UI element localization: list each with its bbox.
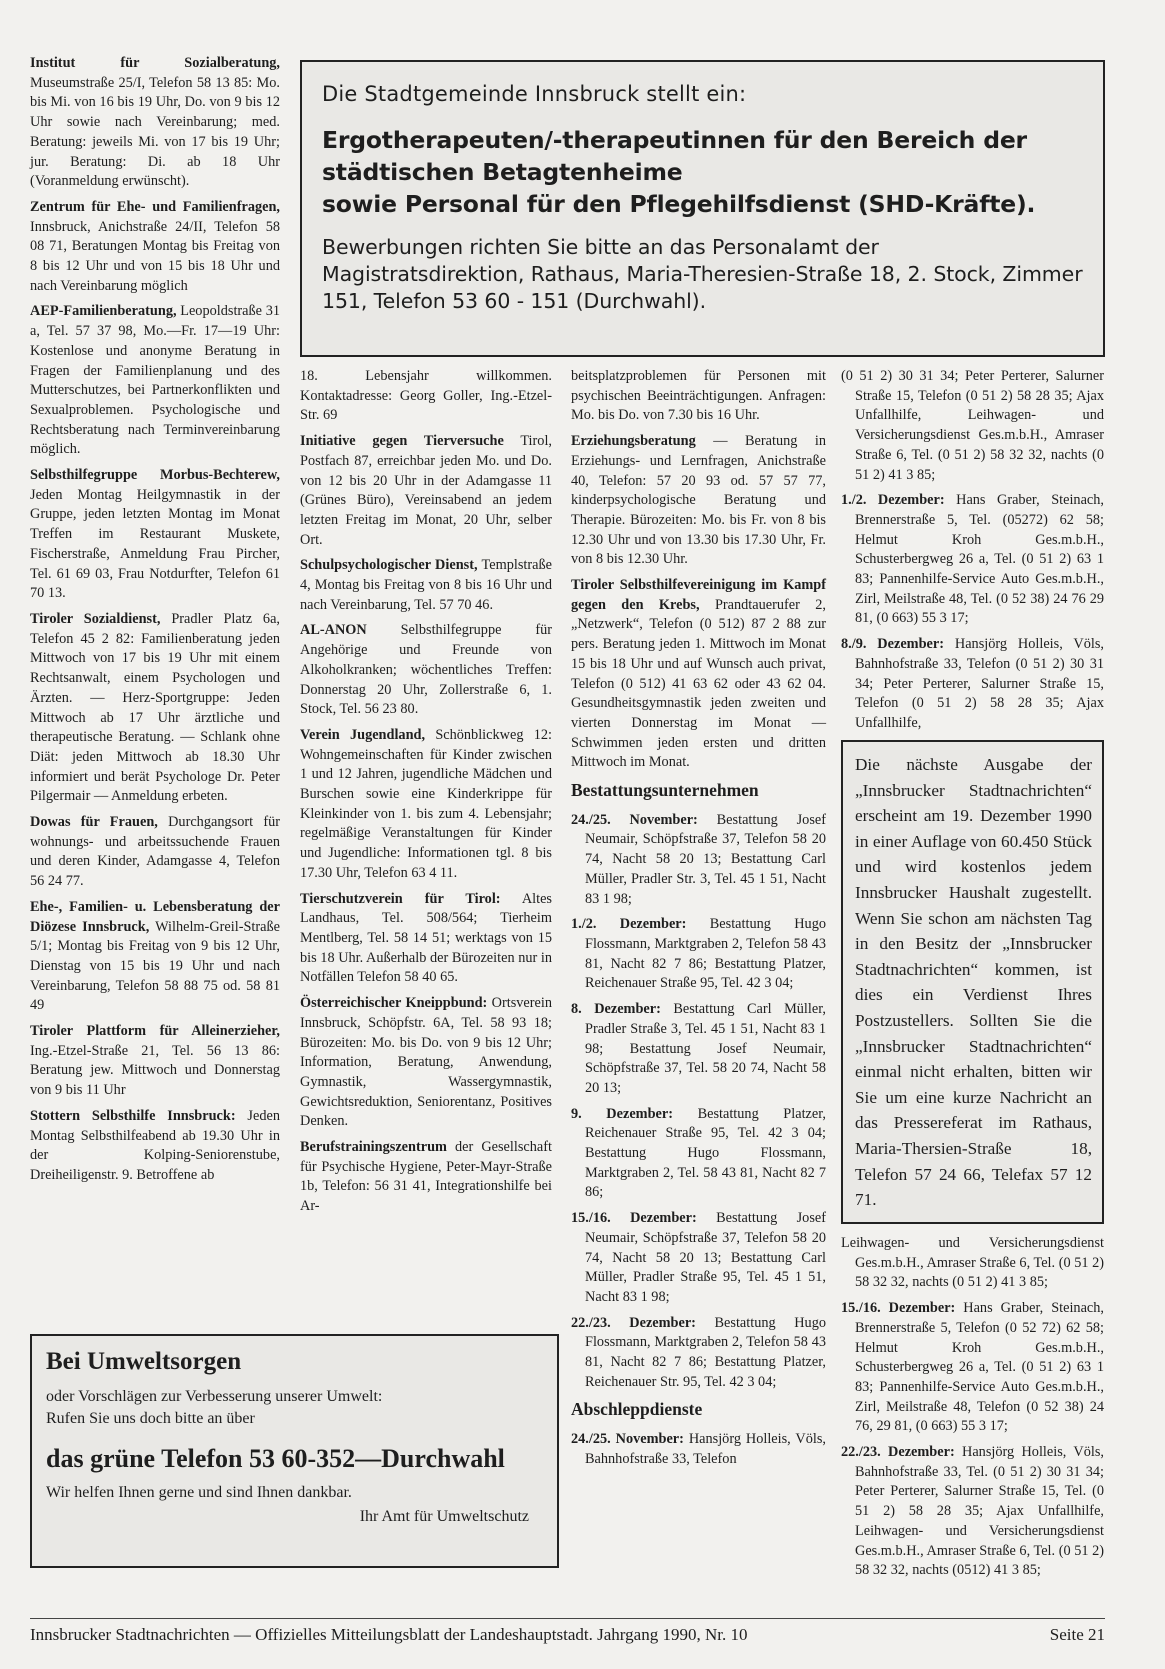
entry-heading: 24./25. November: [571, 811, 698, 828]
entry-heading: 22./23. Dezember: [571, 1314, 696, 1331]
entry-body: 18. Lebensjahr willkommen. Kontaktadresse: Georg Goller, Ing.-Etzel-Str. 69 [300, 368, 552, 424]
column-2 [300, 367, 552, 1223]
entry [300, 1138, 552, 1217]
entry-heading: Ehe-, Familien- u. Lebensberatung der Diözese Innsbruck, [30, 898, 280, 935]
entry-body: Wilhelm-Greil-Straße 5/1; Montag bis Freitag von 9 bis 12 Uhr, Dienstag von 15 bis 19 Uhr und nach Vereinbarung, Telefon 58 88 75 od. 58 81 49 [30, 918, 280, 1014]
entry [300, 621, 552, 720]
entry-body: Hansjörg Holleis, Völs, Bahnhofstraße 33, Telefon [585, 1431, 826, 1467]
entry-heading: 1./2. Dezember: [841, 492, 945, 509]
entry [571, 1000, 826, 1099]
entry-body: Bestattung Hugo Flossmann, Marktgraben 2, Telefon 58 43 81, Nacht 82 7 86; Bestattung Platzer, Reichenauer Str. 95, Tel. 42 3 04; [585, 1314, 826, 1390]
entry-heading: Berufstrainingszentrum [300, 1139, 447, 1156]
entry [841, 635, 1104, 734]
entry-heading: Tiroler Sozialdienst, [30, 610, 161, 627]
entry-body: der Gesellschaft für Psychische Hygiene, Peter-Mayr-Straße 1b, Telefon: 56 31 41, Integrationshilfe bei Ar- [300, 1139, 552, 1215]
entry-heading: Schulpsychologischer Dienst, [300, 557, 478, 574]
entry-body: Hansjörg Holleis, Völs, Bahnhofstraße 33, Telefon (0 51 2) 30 31 34; Peter Perterer, Salurner Straße 15, Telefon (0 51 2) 58 28 35; Ajax Unfallhilfe, [855, 636, 1104, 731]
entry-body: Bestattung Carl Müller, Pradler Straße 3, Tel. 45 1 51, Nacht 83 1 98; Bestattung Josef Neumair, Schöpfstraße 37, Tel. 58 20 74, Nacht 58 20 13; [585, 1001, 826, 1096]
entry [571, 367, 826, 426]
entry [571, 1314, 826, 1393]
entry-body: Jeden Montag Selbsthilfeabend ab 19.30 Uhr in der Kolping-Seniorenstube, Dreiheiligenstr. 9. Betroffene ab [30, 1107, 280, 1183]
entry [30, 1107, 280, 1186]
entry-body: Innsbruck, Anichstraße 24/II, Telefon 58 08 71, Beratungen Montag bis Freitag von 8 bis 12 Uhr und von 15 bis 18 Uhr und nach Vereinbarung möglich [30, 218, 280, 294]
entry-heading: Initiative gegen Tierversuche [300, 433, 504, 450]
entry-heading: 1./2. Dezember: [571, 916, 687, 933]
entry [571, 1209, 826, 1308]
entry [571, 915, 826, 994]
entry-body: Selbsthilfegruppe für Angehörige und Freunde von Alkoholkranken; wöchentliches Treffen: Donnerstag 20 Uhr, Zollerstraße 6, 1. Stock, Tel. 56 23 80. [300, 622, 552, 718]
env-title: Bei Umweltsorgen [46, 1348, 242, 1375]
entry-body: Bestattung Hugo Flossmann, Marktgraben 2, Telefon 58 43 81, Nacht 82 7 86; Bestattung Platzer, Reichenauer Straße 95, Tel. 42 3 04; [585, 916, 826, 992]
entry-body: Museumstraße 25/I, Telefon 58 13 85: Mo. bis Mi. von 16 bis 19 Uhr, Do. von 9 bis 12 Uhr sowie nach Vereinbarung; med. Beratung: jeweils Mi. von 17 bis 19 Uhr; jur. Beratung: Di. ab 18 Uhr (Voranmeldung erwünscht). [30, 74, 280, 190]
entry-body: Leopoldstraße 31 a, Tel. 57 37 98, Mo.—Fr. 17—19 Uhr: Kostenlose und anonyme Beratung in Fragen der Familienplanung und des Mutterschutzes, bei Partnerkonflikten und Sexualproblemen. Psychologische und Rechtsberatung nach Terminvereinbarung möglich. [30, 303, 280, 458]
entry-body: Hansjörg Holleis, Völs, Bahnhofstraße 33, Tel. (0 51 2) 30 31 34; Peter Perterer, Salurner Straße 15, Tel. (0 51 2) 58 28 35; Ajax Unfallhilfe, Leihwagen- und Versicherungsdienst Ges.m.b.H., Amraser Straße 6, Tel. (0 51 2) 58 32 32, nachts (0512) 41 3 85; [855, 1444, 1104, 1579]
page-footer [30, 1618, 1105, 1645]
entry-body: Hans Graber, Steinach, Brennerstraße 5, Telefon (0 52 72) 62 58; Helmut Kroh Ges.m.b.H., Schusterbergweg 26 a, Tel. (0 51 2) 63 1 83; Pannenhilfe-Service Auto Ges.m.b.H., Zirl, Meilstraße 48, Telefon (0 52 38) 24 76, 29 81, (0 663) 55 3 17; [855, 1300, 1104, 1435]
entry [841, 1299, 1104, 1437]
ad-intro: Die Stadtgemeinde Innsbruck stellt ein: [322, 82, 747, 106]
column-1 [30, 54, 280, 1192]
col3-entries [571, 367, 826, 773]
entry-body: — Beratung in Erziehungs- und Lernfragen, Anichstraße 40, Telefon: 57 20 93 od. 57 57 77, kinderpsychologische Beratung und Therapie. Bürozeiten: Mo. bis Fr. von 8 bis 12.30 Uhr und von 13.30 bis 17.30 Uhr, Fr. von 8 bis 12.30 Uhr. [571, 433, 826, 568]
notice-text: Die nächste Ausgabe der „Innsbrucker Stadtnachrichten“ erscheint am 19. Dezember 1990 in einer Auflage von 60.450 Stück und wird kostenlos jedem Innsbrucker Haushalt zugestellt. Wenn Sie schon am nächsten Tag in den Besitz der „Innsbrucker Stadtnachrichten“ kommen, ist dies ein Verdienst Ihres Postzustellers. Sollten Sie die „Innsbrucker Stadtnachrichten“ einmal nicht erhalten, bitten wir Sie um eine kurze Nachricht an das Pressereferat im Rathaus, Maria-Thersien-Straße 18, Telefon 57 24 66, Telefax 57 12 71. [855, 755, 1092, 1210]
entry-heading: Tiroler Plattform für Alleinerzieher, [30, 1023, 280, 1040]
entry [571, 811, 826, 910]
ad-application-info: Bewerbungen richten Sie bitte an das Personalamt der Magistratsdirektion, Rathaus, Maria-Theresien-Straße 18, 2. Stock, Zimmer 151, Telefon 53 60 - 151 (Durchwahl). [322, 235, 1083, 313]
entry-body: Ing.-Etzel-Straße 21, Tel. 56 13 86: Beratung jew. Mittwoch und Donnerstag von 9 bis 11 Uhr [30, 1042, 280, 1099]
entry [30, 466, 280, 604]
entry-heading: Stottern Selbsthilfe Innsbruck: [30, 1107, 236, 1124]
entry-body: Altes Landhaus, Tel. 508/564; Tierheim Mentlberg, Tel. 58 14 51; werktags von 15 bis 18 Uhr. Außerhalb der Bürozeiten nur in Notfällen Telefon 58 40 65. [300, 890, 552, 986]
entry-body: Ortsverein Innsbruck, Schöpfstr. 6A, Tel. 58 93 18; Bürozeiten: Mo. bis Do. von 9 bis 12 Uhr; Information, Beratung, Anwendung, Gymnastik, Wassergymnastik, Gewichtsreduktion, Seniorentanz, Positives Denken. [300, 995, 552, 1130]
entry-heading: Erziehungsberatung [571, 433, 696, 450]
entry-body: Schönblickweg 12: Wohngemeinschaften für Kinder zwischen 1 und 12 Jahren, jugendliche Mädchen und Burschen sowie eine Kinderkrippe für Kleinkinder von 1. bis zum 4. Lebensjahr; regelmäßige Veranstaltungen für Kinder und Jugendliche: Informationen tgl. 8 bis 17.30 Uhr, Telefon 63 4 11. [300, 726, 552, 881]
column-3 [571, 367, 826, 1476]
entry-heading: 24./25. November: [571, 1431, 684, 1448]
burial-list [571, 811, 826, 1393]
entry-body: Leihwagen- und Versicherungsdienst Ges.m.b.H., Amraser Straße 6, Tel. (0 51 2) 58 32 32, nachts (0 51 2) 41 3 85; [841, 1235, 1104, 1291]
entry-heading: 15./16. Dezember: [841, 1300, 956, 1317]
column-4-top [841, 367, 1104, 740]
column-4-bottom [841, 1234, 1104, 1587]
env-line-2: Rufen Sie uns doch bitte an über [46, 1410, 255, 1427]
entry-body: Templstraße 4, Montag bis Freitag von 8 bis 16 Uhr und nach Vereinbarung, Tel. 57 70 46. [300, 557, 552, 613]
entry [30, 54, 280, 192]
entry [571, 432, 826, 570]
ad-heading-3: sowie Personal für den Pflegehilfsdienst (SHD-Kräfte). [322, 190, 1036, 218]
entry [571, 576, 826, 773]
entry [841, 1234, 1104, 1293]
entry-body: Bestattung Josef Neumair, Schöpfstraße 37, Telefon 58 20 74, Nacht 58 20 13; Bestattung Carl Müller, Pradler Straße 95, Tel. 45 1 51, Nacht 83 1 98; [585, 1210, 826, 1305]
entry-heading: Selbsthilfegruppe Morbus-Bechterew, [30, 467, 280, 484]
entry [30, 813, 280, 892]
entry-body: Tirol, Postfach 87, erreichbar jeden Mo. und Do. von 12 bis 20 Uhr in der Adamgasse 11 (Grünes Büro), Vereinsabend an jedem letzten Freitag im Monat, 20 Uhr, selber Ort. [300, 433, 552, 548]
entry [300, 994, 552, 1132]
entry [841, 491, 1104, 629]
entry-heading: Dowas für Frauen, [30, 814, 158, 831]
env-phone: das grüne Telefon 53 60-352—Durchwahl [46, 1444, 505, 1473]
entry-body: (0 51 2) 30 31 34; Peter Perterer, Salurner Straße 15, Telefon (0 51 2) 58 28 35; Ajax Unfallhilfe, Leihwagen- und Versicherungsdienst Ges.m.b.H., Amraser Straße 6, Tel. (0 51 2) 58 32 32, nachts (0 51 2) 41 3 85; [841, 368, 1104, 483]
ad-heading-1: Ergotherapeuten/-therapeutinnen für den Bereich der [322, 126, 1027, 154]
environment-hotline-box [30, 1334, 559, 1568]
env-line-3: Wir helfen Ihnen gerne und sind Ihnen dankbar. [46, 1484, 352, 1501]
entry-heading: AEP-Familienberatung, [30, 303, 177, 320]
entry-body: Bestattung Platzer, Reichenauer Straße 95, Tel. 42 3 04; Bestattung Hugo Flossmann, Marktgraben 2, Tel. 58 43 81, Nacht 82 7 86; [585, 1105, 826, 1201]
entry [300, 890, 552, 989]
entry [300, 556, 552, 615]
entry [300, 432, 552, 550]
entry-body: Hans Graber, Steinach, Brennerstraße 5, Tel. (05272) 62 58; Helmut Kroh Ges.m.b.H., Schusterbergweg 26 a, Tel. (0 51 2) 63 1 83; Pannenhilfe-Service Auto Ges.m.b.H., Zirl, Meilstraße 48, Tel. (0 52 38) 24 76 29 81, (0 663) 55 3 17; [855, 492, 1104, 627]
entry-heading: 22./23. Dezember: [841, 1444, 955, 1461]
entry [30, 1022, 280, 1101]
entry [300, 726, 552, 884]
page-number: Seite 21 [1049, 1625, 1105, 1644]
env-signature: Ihr Amt für Umweltschutz [359, 1508, 529, 1525]
entry-heading: 15./16. Dezember: [571, 1210, 697, 1227]
entry-body: Pradler Platz 6a, Telefon 45 2 82: Familienberatung jeden Mittwoch von 17 bis 19 Uhr mit einem Rechtsanwalt, einem Psychologen und Ärzten. — Herz-Sportgruppe: Jeden Mittwoch ab 17 Uhr ärztliche und therapeutische Beratung. — Schlank ohne Diät: jeden Mittwoch ab 18.30 Uhr informiert und berät Psychologe Dr. Peter Pilgermair — Anmeldung erbeten. [30, 610, 281, 805]
section-heading-burial: Bestattungsunternehmen [571, 780, 759, 801]
entry-heading: 8. Dezember: [571, 1001, 661, 1018]
entry [841, 1443, 1104, 1581]
towing-list [571, 1430, 826, 1469]
entry [571, 1430, 826, 1469]
entry [841, 367, 1104, 485]
entry [300, 367, 552, 426]
entry-heading: Österreichischer Kneippbund: [300, 995, 488, 1012]
entry-heading: Zentrum für Ehe- und Familienfragen, [30, 198, 280, 215]
next-issue-notice [841, 740, 1104, 1224]
env-line-1: oder Vorschlägen zur Verbesserung unserer Umwelt: [46, 1388, 383, 1405]
entry-heading: 9. Dezember: [571, 1105, 673, 1122]
entry-heading: Verein Jugendland, [300, 726, 426, 743]
ad-heading-2: städtischen Betagtenheime [322, 158, 683, 186]
section-heading-towing: Abschleppdienste [571, 1399, 703, 1420]
entry [30, 198, 280, 297]
entry [571, 1105, 826, 1204]
entry-heading: Tiroler Selbsthilfevereinigung im Kampf gegen den Krebs, [571, 577, 826, 613]
entry-body: beitsplatzproblemen für Personen mit psychischen Beeinträchtigungen. Anfragen: Mo. bis Do. von 7.30 bis 16 Uhr. [571, 368, 826, 424]
entry-body: Durchgangsort für wohnungs- und arbeitssuchende Frauen und deren Kinder, Adamgasse 4, Telefon 56 24 77. [30, 814, 280, 890]
entry-body: Jeden Montag Heilgymnastik in der Gruppe, jeden letzten Montag im Monat Treffen im Restaurant Muskete, Fischerstraße, Anmeldung Frau Pircher, Tel. 61 69 03, Frau Notdurfter, Telefon 61 70 13. [30, 486, 280, 602]
job-advertisement [300, 60, 1105, 357]
entry-body: Prandtauerufer 2, „Netzwerk“, Telefon (0 512) 87 2 88 zur pers. Beratung jeden 1. Mittwoch im Monat 15 bis 18 Uhr und auf Wunsch auch privat, Telefon (0 512) 41 63 62 oder 43 62 04. Gesundheitsgymnastik jeden zweiten und vierten Donnerstag im Monat — Schwimmen jeden ersten und dritten Mittwoch im Monat. [571, 596, 826, 771]
entry-heading: 8./9. Dezember: [841, 636, 944, 653]
entry-heading: Tierschutzverein für Tirol: [300, 890, 501, 907]
entry [30, 610, 280, 807]
entry [30, 898, 280, 1016]
footer-publication: Innsbrucker Stadtnachrichten — Offizielles Mitteilungsblatt der Landeshauptstadt. Jahrgang 1990, Nr. 10 [30, 1625, 748, 1644]
entry-body: Bestattung Josef Neumair, Schöpfstraße 37, Telefon 58 20 74, Nacht 58 20 13; Bestattung Carl Müller, Pradler Str. 3, Tel. 45 1 51, Nacht 83 1 98; [585, 811, 827, 907]
entry-heading: Institut für Sozialberatung, [30, 55, 280, 71]
entry-heading: AL-ANON [300, 622, 367, 639]
entry [30, 302, 280, 460]
